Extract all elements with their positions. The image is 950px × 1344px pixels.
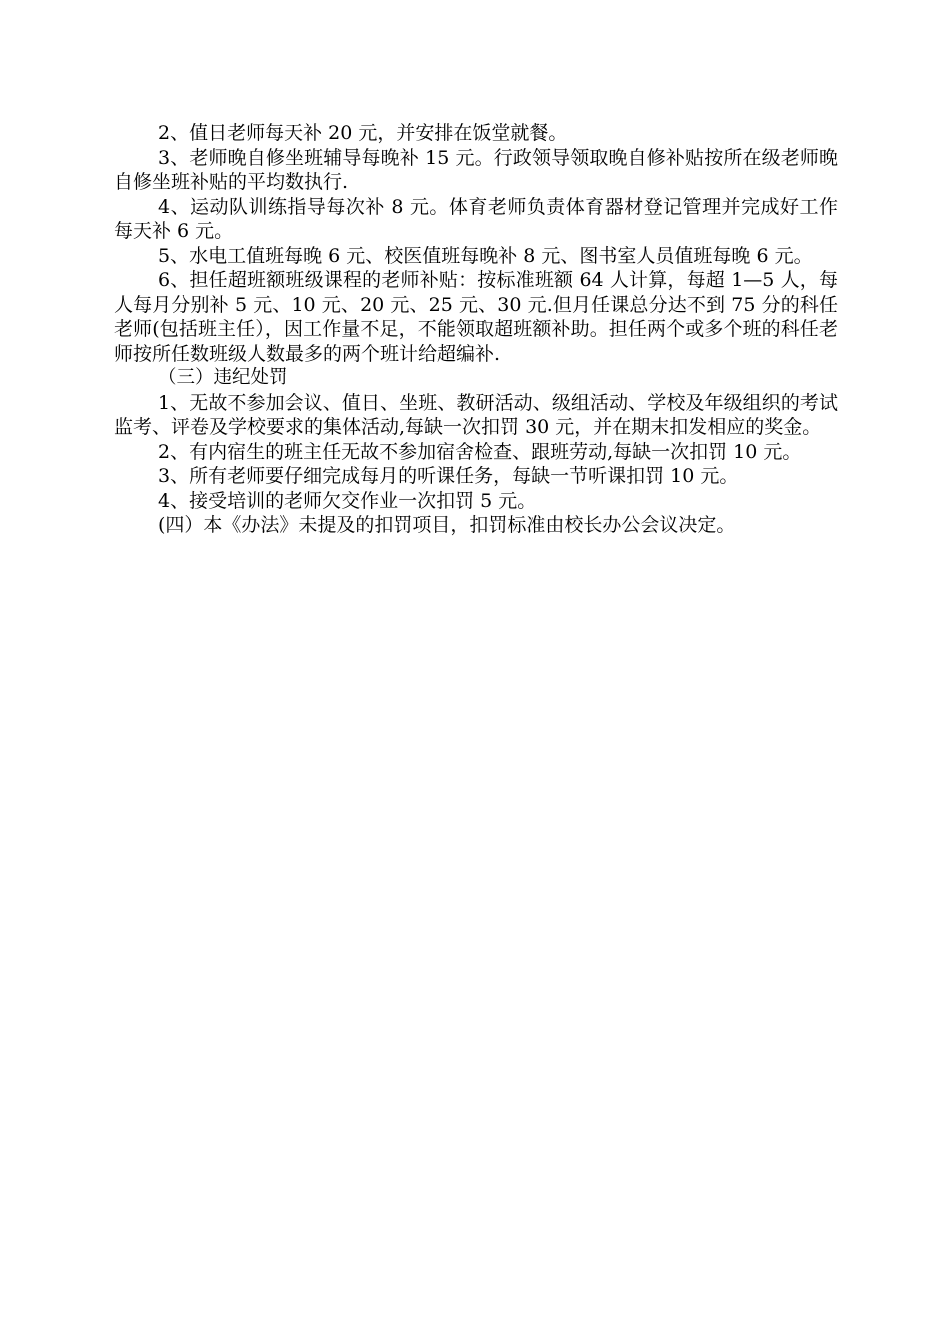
paragraph-sports-training: 4、运动队训练指导每次补 8 元。体育老师负责体育器材登记管理并完成好工作每天补 6 元。 bbox=[114, 195, 838, 242]
section-heading-penalties: （三）违纪处罚 bbox=[158, 367, 288, 388]
paragraph-observation-penalty: 3、所有老师要仔细完成每月的听课任务，每缺一节听课扣罚 10 元。 bbox=[158, 465, 739, 487]
paragraph-meal-duty: 2、值日老师每天补 20 元，并安排在饭堂就餐。 bbox=[158, 122, 568, 144]
document-page bbox=[114, 121, 838, 538]
paragraph-oversize-class: 6、担任超班额班级课程的老师补贴：按标准班额 64 人计算，每超 1—5 人，每人每月分别补 5 元、10 元、20 元、25 元、30 元.但月任课总分达不到 75 分的科任老师(包括班主任），因工作量不足，不能领取超班额补助。担任两个或多个班的科任老师按所任数班级人数最多的两个班计给超编补. bbox=[114, 269, 838, 365]
paragraph-absence-penalty: 1、无故不参加会议、值日、坐班、教研活动、级组活动、学校及年级组织的考试监考、评卷及学校要求的集体活动,每缺一次扣罚 30 元，并在期末扣发相应的奖金。 bbox=[114, 391, 838, 438]
paragraph-evening-study: 3、老师晚自修坐班辅导每晚补 15 元。行政领导领取晚自修补贴按所在级老师晚自修坐班补贴的平均数执行. bbox=[114, 146, 838, 193]
paragraph-night-duty: 5、水电工值班每晚 6 元、校医值班每晚补 8 元、图书室人员值班每晚 6 元。 bbox=[158, 244, 813, 267]
paragraph-other-items: (四）本《办法》未提及的扣罚项目，扣罚标准由校长办公会议决定。 bbox=[158, 514, 736, 536]
paragraph-dorm-penalty: 2、有内宿生的班主任无故不参加宿舍检查、跟班劳动,每缺一次扣罚 10 元。 bbox=[158, 440, 802, 463]
paragraph-training-penalty: 4、接受培训的老师欠交作业一次扣罚 5 元。 bbox=[158, 489, 537, 512]
